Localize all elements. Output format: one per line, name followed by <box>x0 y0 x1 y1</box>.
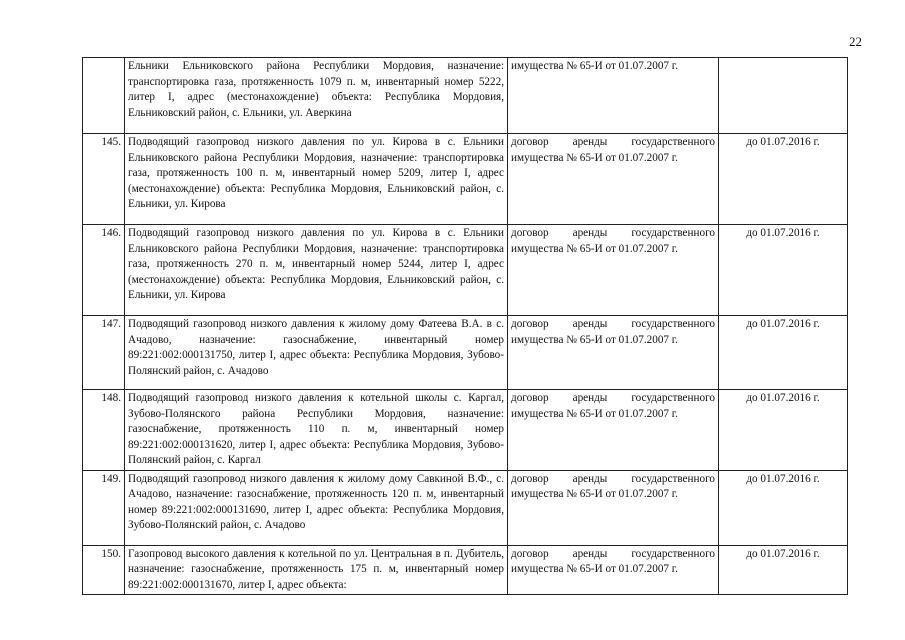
table-row <box>83 134 848 225</box>
lease-document: имущества № 65-И от 01.07.2007 г. <box>508 58 719 134</box>
page-number: 22 <box>849 34 862 49</box>
row-number <box>83 58 125 134</box>
lease-document: договор аренды государственного имущества № 65-И от 01.07.2007 г. <box>508 134 719 225</box>
lease-document: договор аренды государственного имущества № 65-И от 01.07.2007 г. <box>508 225 719 316</box>
lease-term: до 01.07.2016 г. <box>719 390 848 471</box>
lease-term: до 01.07.2016 г. <box>719 225 848 316</box>
property-description: Газопровод высокого давления к котельной по ул. Центральная в п. Дубитель, назначение: газоснабжение, протяженность 175 п. м, инвентарный номер 89:221:002:000131670, литер I, адрес объекта: <box>125 545 508 595</box>
row-number: 146. <box>83 225 125 316</box>
property-description: Подводящий газопровод низкого давления к жилому дому Фатеева В.А. в с. Ачадово, назначение: газоснабжение, инвентарный номер 89:221:002:000131750, литер I, адрес объекта: Республика Мордовия, Зубово-Полянский район, с. Ачадово <box>125 316 508 390</box>
lease-document: договор аренды государственного имущества № 65-И от 01.07.2007 г. <box>508 390 719 471</box>
lease-document: договор аренды государственного имущества № 65-И от 01.07.2007 г. <box>508 470 719 545</box>
row-number: 150. <box>83 545 125 595</box>
lease-term: до 01.07.2016 г. <box>719 134 848 225</box>
property-description: Подводящий газопровод низкого давления по ул. Кирова в с. Ельники Ельниковского района Республики Мордовия, назначение: транспортировка газа, протяженность 100 п. м, инвентарный номер 5209, литер I, адрес (местонахождение) объекта: Республика Мордовия, Ельниковский район, с. Ельники, ул. Кирова <box>125 134 508 225</box>
lease-document: договор аренды государственного имущества № 65-И от 01.07.2007 г. <box>508 545 719 595</box>
property-lease-table <box>82 57 848 595</box>
row-number: 149. <box>83 470 125 545</box>
property-description: Подводящий газопровод низкого давления по ул. Кирова в с. Ельники Ельниковского района Республики Мордовия, назначение: транспортировка газа, протяженность 270 п. м, инвентарный номер 5244, литер I, адрес (местонахождение) объекта: Республика Мордовия, Ельниковский район, с. Ельники, ул. Кирова <box>125 225 508 316</box>
table-row <box>83 545 848 595</box>
table-row <box>83 316 848 390</box>
table-row <box>83 470 848 545</box>
table-row <box>83 225 848 316</box>
table-row <box>83 390 848 471</box>
row-number: 145. <box>83 134 125 225</box>
property-description: Ельники Ельниковского района Республики Мордовия, назначение: транспортировка газа, протяженность 1079 п. м, инвентарный номер 5222, литер I, адрес (местонахождение) объекта: Республика Мордовия, Ельниковский район, с. Ельники, ул. Аверкина <box>125 58 508 134</box>
property-description: Подводящий газопровод низкого давления к котельной школы с. Каргал, Зубово-Полянского района Республики Мордовия, назначение: газоснабжение, протяженность 110 п. м, инвентарный номер 89:221:002:000131620, литер I, адрес объекта: Республика Мордовия, Зубово-Полянский район, с. Каргал <box>125 390 508 471</box>
lease-term: до 01.07.2016 г. <box>719 470 848 545</box>
lease-term: до 01.07.2016 г. <box>719 545 848 595</box>
lease-term: до 01.07.2016 г. <box>719 316 848 390</box>
lease-term <box>719 58 848 134</box>
property-description: Подводящий газопровод низкого давления к жилому дому Савкиной В.Ф., с. Ачадово, назначение: газоснабжение, протяженность 120 п. м, инвентарный номер 89:221:002:000131690, литер I, адрес объекта: Республика Мордовия, Зубово-Полянский район, с. Ачадово <box>125 470 508 545</box>
row-number: 148. <box>83 390 125 471</box>
row-number: 147. <box>83 316 125 390</box>
lease-document: договор аренды государственного имущества № 65-И от 01.07.2007 г. <box>508 316 719 390</box>
table-row <box>83 58 848 134</box>
